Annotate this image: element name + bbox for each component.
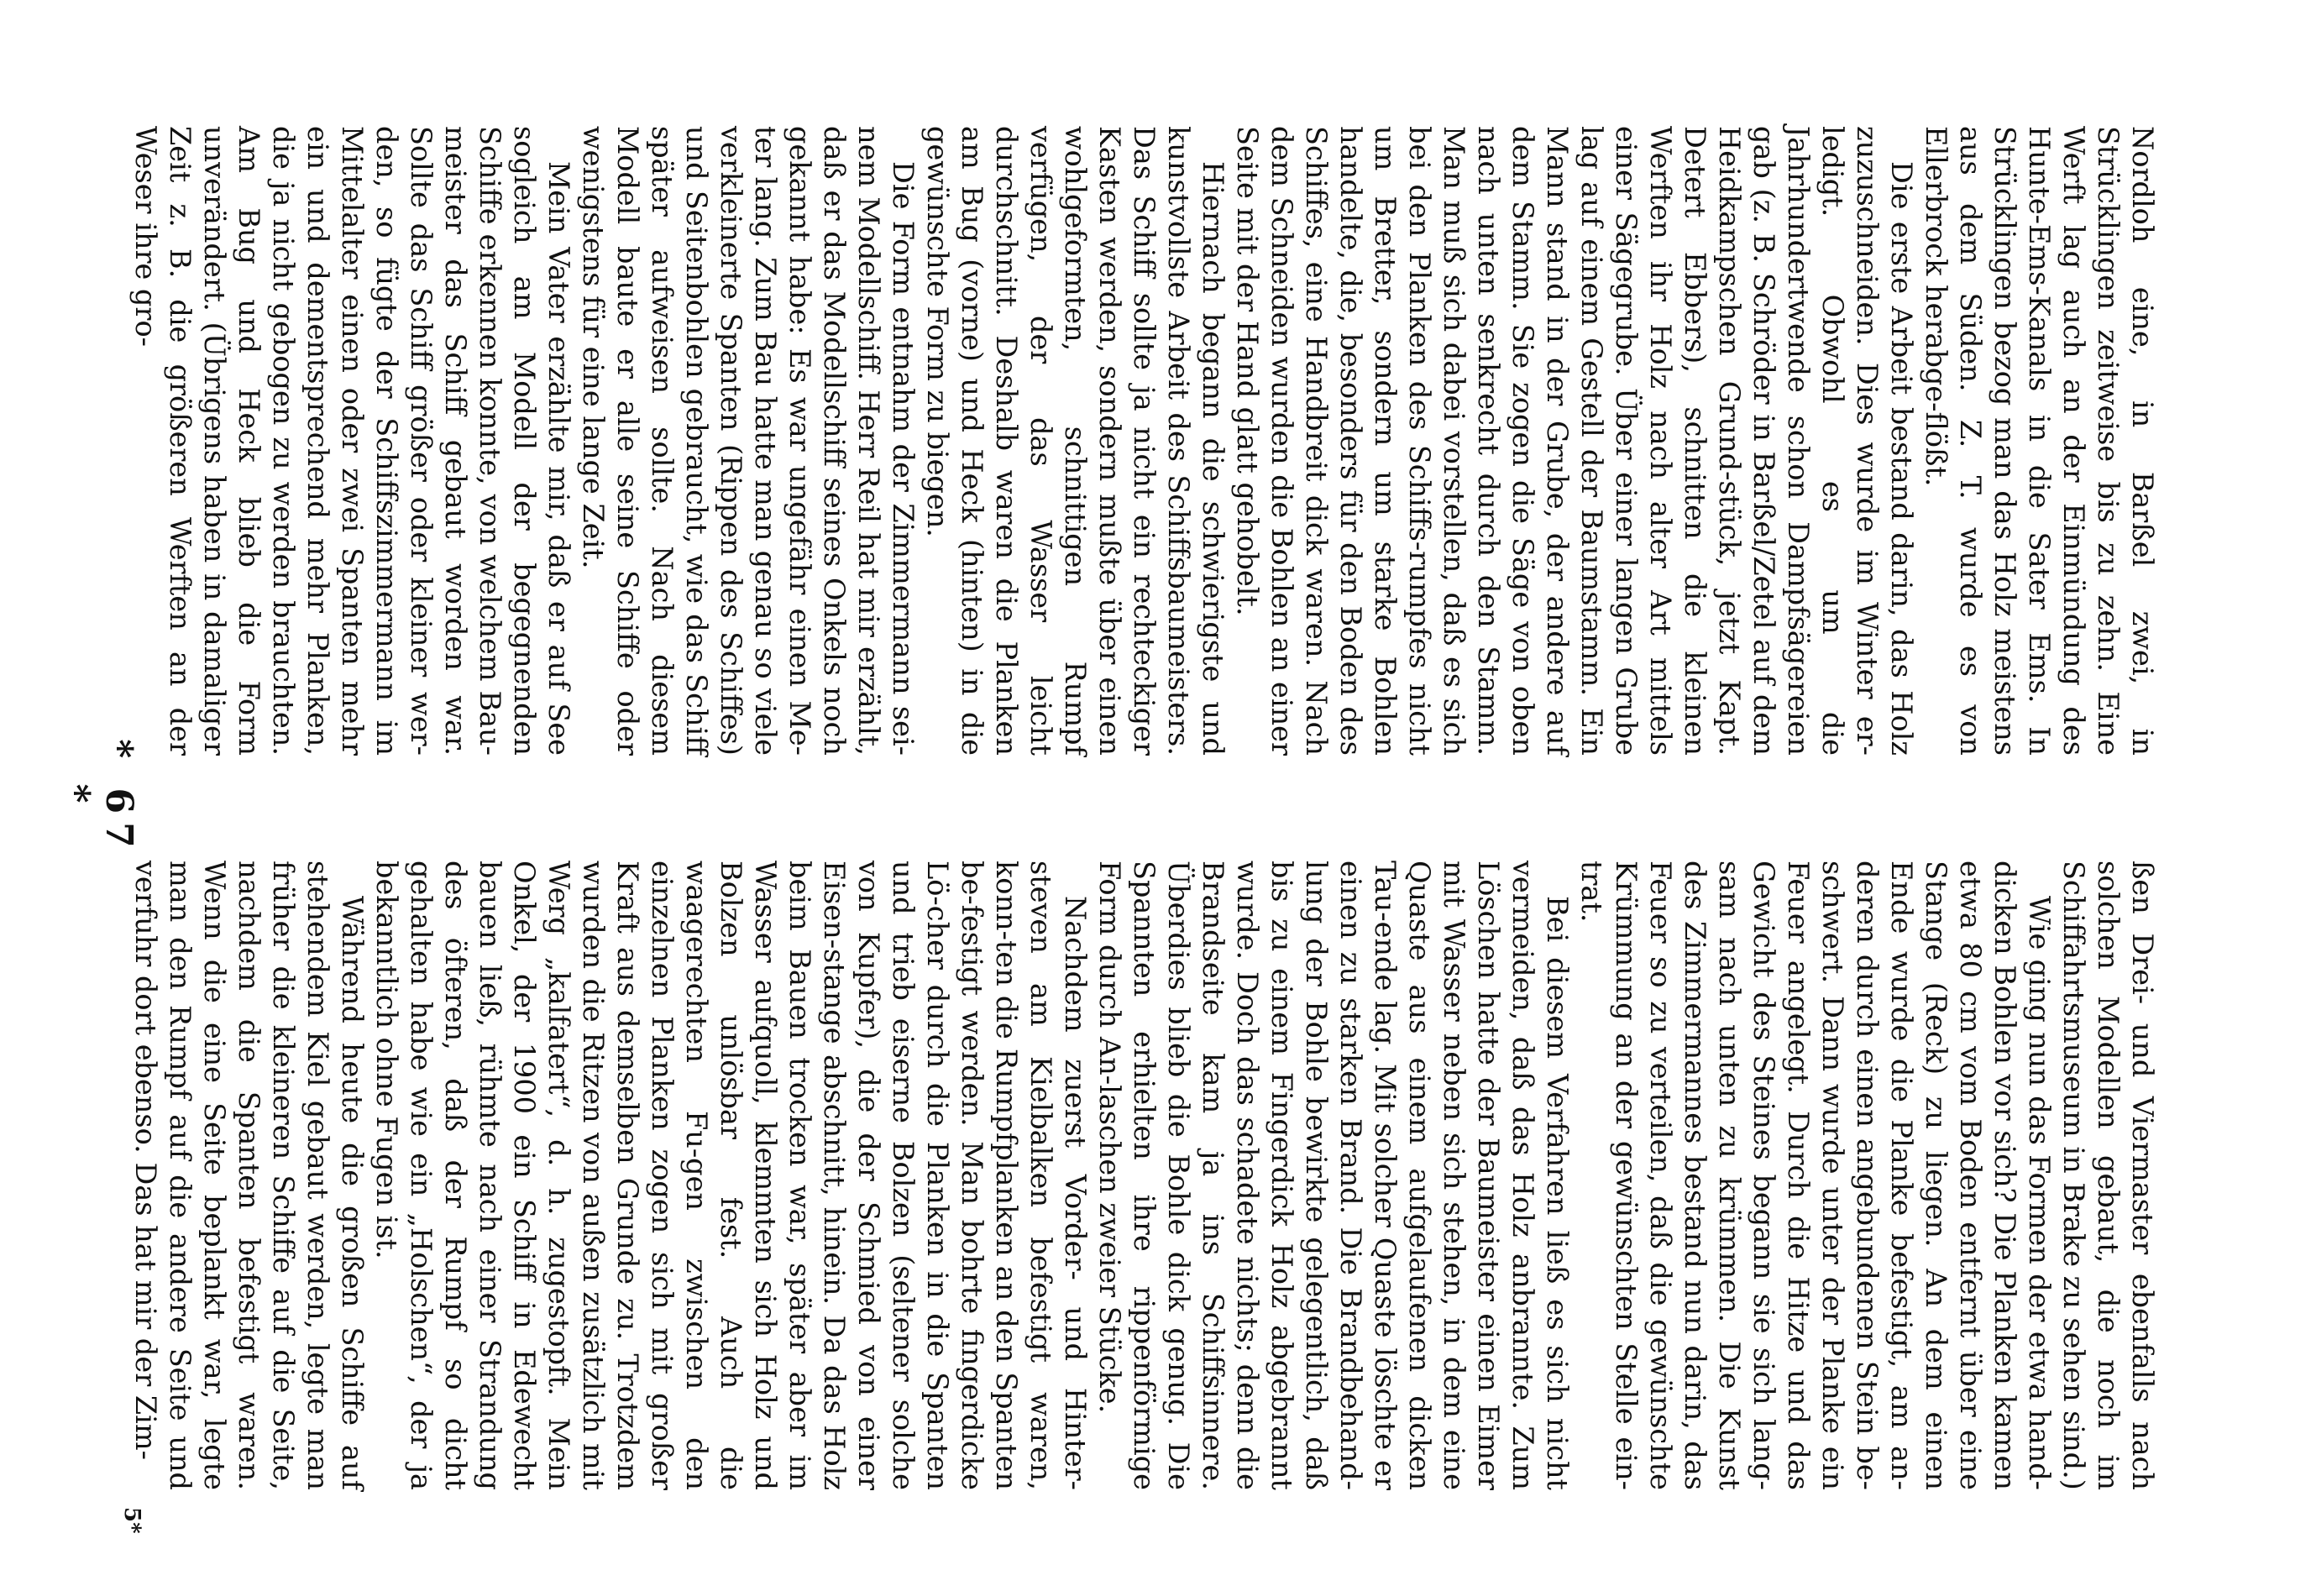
paragraph: ßen Drei- und Viermaster ebenfalls nach solchen Modellen gebaut, die noch im Schiffahrtsmuseum in Brake zu sehen sind.)	[2057, 861, 2159, 1490]
paragraph: Bei diesem Verfahren ließ es sich nicht vermeiden, daß das Holz anbrannte. Zum Löschen hatte der Baumeister einen Eimer mit Wasser neben sich stehen, in dem eine Quaste aus einem aufgelaufenen dicken Tau-ende lag. Mit solcher Quaste löschte er einen zu starken Brand. Die Brandbehand-lung der Bohle bewirkte gelegentlich, daß bis zu einem Fingerdick Holz abgebrannt wurde. Doch das schadete nichts; denn die Brandseite kam ja ins Schiffsinnere. Überdies blieb die Bohle dick genug. Die Spannten erhielten ihre rippenförmige Form durch An-laschen zweier Stücke.	[1093, 861, 1574, 1490]
paragraph: Nordloh eine, in Barßel zwei, in Strücklingen zeitweise bis zu zehn. Eine Werft lag auch an der Einmündung des Hunte-Ems-Kanals in die Sater Ems. In Strücklingen bezog man das Holz meistens aus dem Süden. Z. T. wurde es von Ellerbrock herabge-flößt.	[1920, 126, 2159, 756]
paragraph: Wie ging nun das Formen der etwa hand-dicken Bohlen vor sich? Die Planken kamen etwa 80 cm vom Boden entfernt über eine Stange (Reck) zu liegen. An dem einen Ende wurde die Planke befestigt, am an-deren durch einen angebundenen Stein be-schwert. Dann wurde unter der Planke ein Feuer angelegt. Durch die Hitze und das Gewicht des Steines begann sie sich lang-sam nach unten zu krümmen. Die Kunst des Zimmermannes bestand nun darin, das Feuer so zu verteilen, daß die gewünschte Krümmung an der gewünschten Stelle ein-trat.	[1575, 861, 2056, 1490]
paragraph: Nachdem zuerst Vorder- und Hinter-steven am Kielbalken befestigt waren, konn-ten die Rumpfplanken an den Spanten be-festigt werden. Man bohrte fingerdicke Lö-cher durch die Planken in die Spanten und trieb eiserne Bolzen (seltener solche von Kupfer), die der Schmied von einer Eisen-stange abschnitt, hinein. Da das Holz beim Bauen trocken war, später aber im Wasser aufquoll, klemmten sich Holz und Bolzen unlösbar fest. Auch die waagerechten Fu-gen zwischen den einzelnen Planken zogen sich mit großer Kraft aus demselben Grunde zu. Trotzdem wurden die Ritzen von außen zusätzlich mit Werg „kalfatert“, d. h. zugestopft. Mein Onkel, der 1900 ein Schiff in Edewecht bauen ließ, rühmte nach einer Strandung des öfteren, daß der Rumpf so dicht gehalten habe wie ein „Holschen“, der ja bekanntlich ohne Fugen ist.	[370, 861, 1092, 1490]
text-column-left	[128, 126, 2160, 756]
paragraph: Während heute die großen Schiffe auf stehendem Kiel gebaut werden, legte man früher die kleineren Schiffe auf die Seite, nachdem die Spanten befestigt waren. Wenn die eine Seite beplankt war, legte man den Rumpf auf die andere Seite und verfuhr dort ebenso. Das hat mir der Zim-	[129, 861, 369, 1490]
text-column-right	[128, 861, 2160, 1490]
paragraph: Die erste Arbeit bestand darin, das Holz zuzuschneiden. Dies wurde im Winter er-ledigt. Obwohl es um die Jahrhundertwende schon Dampfsägereien gab (z. B. Schröder in Barßel/Zetel auf dem Heidkampschen Grund-stück, jetzt Kapt. Detert Ebbers), schnitten die kleinen Werften ihr Holz nach alter Art mittels einer Sägegrube. Über einer langen Grube lag auf einem Gestell der Baumstamm. Ein Mann stand in der Grube, der andere auf dem Stamm. Sie zogen die Säge von oben nach unten senkrecht durch den Stamm. Man muß sich dabei vorstellen, daß es sich bei den Planken des Schiffs-rumpfes nicht um Bretter, sondern um starke Bohlen handelte, die, besonders für den Boden des Schiffes, eine Handbreit dick waren. Nach dem Schneiden wurden die Bohlen an einer Seite mit der Hand glatt gehobelt.	[1231, 126, 1918, 756]
paragraph: Hiernach begann die schwierigste und kunstvollste Arbeit des Schiffsbaumeisters. Das Schiff sollte ja nicht ein rechteckiger Kasten werden, sondern mußte über einen wohlgeformten, schnittigen Rumpf verfügen, der das Wasser leicht durchschnitt. Deshalb waren die Planken am Bug (vorne) und Heck (hinten) in die gewünschte Form zu biegen.	[921, 126, 1229, 756]
page-number: * 67 *	[55, 739, 140, 856]
paragraph: Die Form entnahm der Zimmermann sei-nem Modellschiff. Herr Reil hat mir erzählt, daß er das Modellschiff seines Onkels noch gekannt habe: Es war ungefähr einen Me-ter lang. Zum Bau hatte man genau so viele verkleinerte Spanten (Rippen des Schiffes) und Seitenbohlen gebraucht, wie das Schiff später aufweisen sollte. Nach diesem Modell baute er alle seine Schiffe oder wenigstens für eine lange Zeit.	[577, 126, 920, 756]
signature-mark: 5*	[119, 1507, 144, 1534]
paragraph: Mein Vater erzählte mir, daß er auf See sogleich am Modell der begegnenden Schiffe erkennen konnte, von welchem Bau-meister das Schiff gebaut worden war. Sollte das Schiff größer oder kleiner wer-den, so fügte der Schiffszimmermann im Mittelalter einen oder zwei Spanten mehr ein und dementsprechend mehr Planken, die ja nicht gebogen zu werden brauchten. Am Bug und Heck blieb die Form unverändert. (Übrigens haben in damaliger Zeit z. B. die größeren Werften an der Weser ihre gro-	[129, 126, 575, 756]
